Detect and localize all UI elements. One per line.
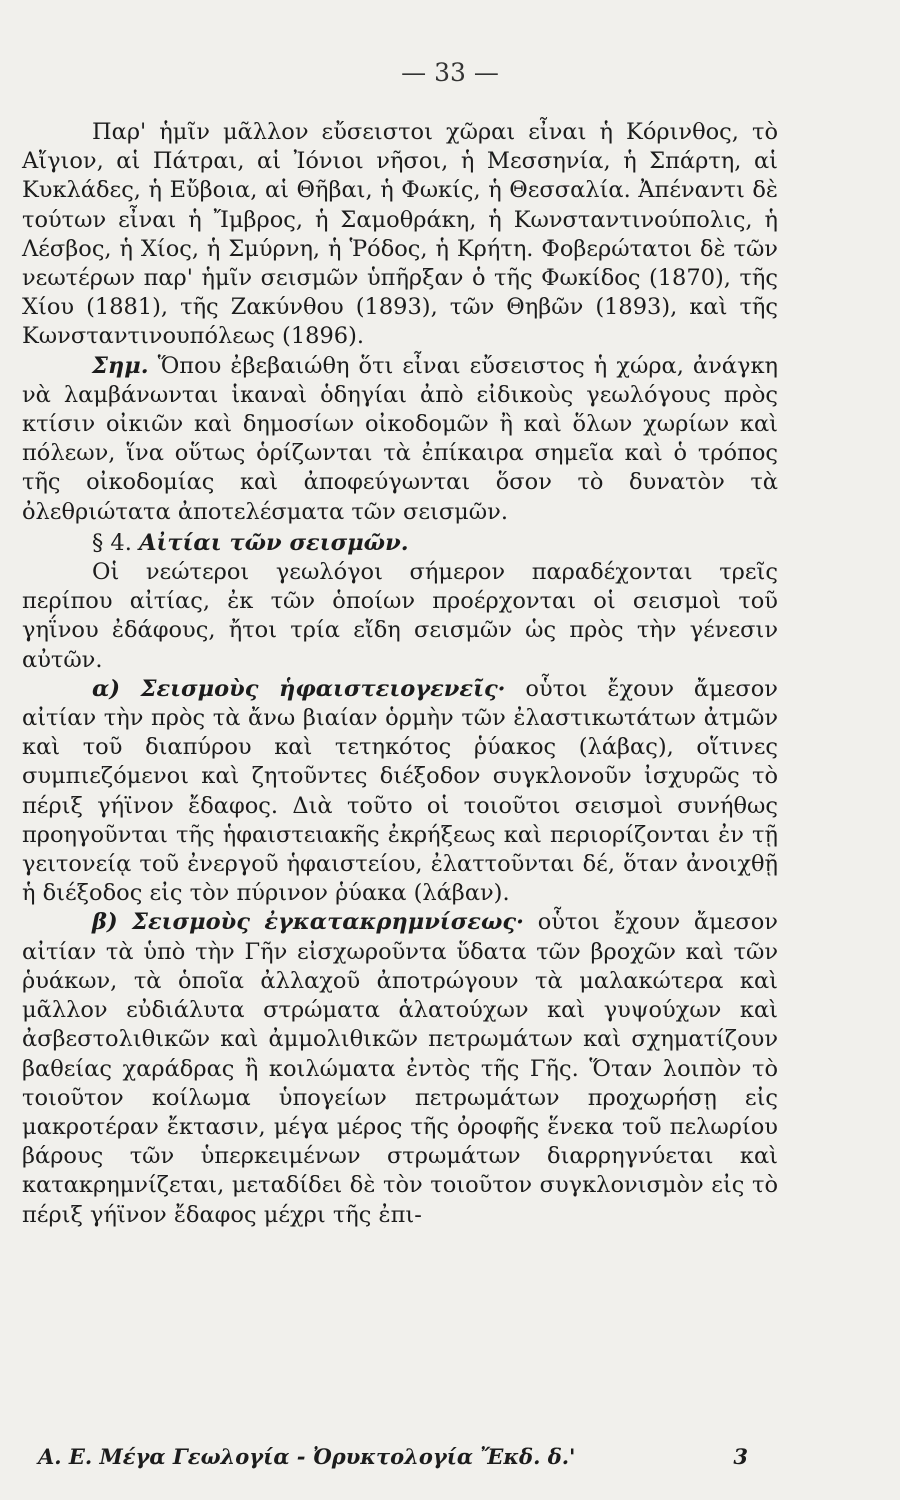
paragraph-seismic-regions: Παρ' ἡμῖν μᾶλλον εὔσειστοι χῶραι εἶναι ἡ Κόρινθος, τὸ Αἴγιον, αἱ Πάτραι, αἱ Ἰόνιοι νῆσοι, ἡ Μεσσηνία, ἡ Σπάρτη, αἱ Κυκλάδες, ἡ Εὔβοια, αἱ Θῆβαι, ἡ Φωκίς, ἡ Θεσσαλία. Ἀπέναντι δὲ τούτων εἶναι ἡ Ἴμβρος, ἡ Σαμοθράκη, ἡ Κωνσταντινούπολις, ἡ Λέσβος, ἡ Χίος, ἡ Σμύρνη, ἡ Ῥόδος, ἡ Κρήτη. Φοβερώτατοι δὲ τῶν νεωτέρων παρ' ἡμῖν σεισμῶν ὑπῆρξαν ὁ τῆς Φωκίδος (1870), τῆς Χίου (1881), τῆς Ζακύνθου (1893), τῶν Θηβῶν (1893), καὶ τῆς Κωνσταντινουπόλεως (1896). (22, 119, 778, 350)
volcanic-label: α) Σεισμοὺς ἡφαιστειογενεῖς· (92, 675, 506, 702)
volcanic-text: οὗτοι ἔχουν ἄμεσον αἰτίαν τὴν πρὸς τὰ ἄνω βιαίαν ὁρμὴν τῶν ἐλαστικωτάτων ἀτμῶν καὶ τοῦ διαπύρου καὶ τετηκότος ῥύακος (λάβας), οἵτινες συμπιεζόμενοι καὶ ζητοῦντες διέξοδον συγκλονοῦν ἰσχυρῶς τὸ πέριξ γήϊνον ἔδαφος. Διὰ τοῦτο οἱ τοιοῦτοι σεισμοὶ συνήθως προηγοῦνται τῆς ἡφαιστειακῆς ἐκρήξεως καὶ περιορίζονται ἐν τῇ γειτονείᾳ τοῦ ἐνεργοῦ ἡφαιστείου, ἐλαττοῦνται δέ, ὅταν ἀνοιχθῇ ἡ διέξοδος εἰς τὸν πύρινον ῥύακα (λάβαν). (22, 675, 778, 907)
section-number: § 4. (92, 529, 132, 556)
paragraph-volcanic (22, 675, 778, 909)
note-text: Ὅπου ἐβεβαιώθη ὅτι εἶναι εὔσειστος ἡ χώρα, ἀνάγκη νὰ λαμβάνωνται ἱκαναὶ ὁδηγίαι ἀπὸ εἰδικοὺς γεωλόγους πρὸς κτίσιν οἰκιῶν καὶ δημοσίων οἰκοδομῶν ἢ καὶ ὅλων χωρίων καὶ πόλεων, ἵνα οὕτως ὁρίζωνται τὰ ἐπίκαιρα σημεῖα καὶ ὁ τρόπος τῆς οἰκοδομίας καὶ ἀποφεύγωνται ὅσον τὸ δυνατὸν τὰ ὀλεθριώτατα ἀποτελέσματα τῶν σεισμῶν. (22, 352, 778, 525)
page-number: — 33 — (401, 58, 499, 87)
footer-book-title: Α. Ε. Μέγα Γεωλογία - Ὀρυκτολογία Ἔκδ. δ.' (38, 1444, 576, 1469)
paragraph-note (22, 352, 778, 527)
collapse-text: οὗτοι ἔχουν ἄμεσον αἰτίαν τὰ ὑπὸ τὴν Γῆν εἰσχωροῦντα ὕδατα τῶν βροχῶν καὶ τῶν ῥυάκων, τὰ ὁποῖα ἀλλαχοῦ ἀποτρώγουν τὰ μαλακώτερα καὶ μᾶλλον εὐδιάλυτα στρώματα ἁλατούχων καὶ γυψούχων καὶ ἀσβεστολιθικῶν καὶ ἀμμολιθικῶν πετρωμάτων καὶ σχηματίζουν βαθείας χαράδρας ἢ κοιλώματα ἐντὸς τῆς Γῆς. Ὅταν λοιπὸν τὸ τοιοῦτον κοίλωμα ὑπογείων πετρωμάτων προχωρήσῃ εἰς μακροτέραν ἔκτασιν, μέγα μέρος τῆς ὀροφῆς ἕνεκα τοῦ πελωρίου βάρους τῶν ὑπερκειμένων στρωμάτων διαρρηγνύεται καὶ κατακρημνίζεται, μεταδίδει δὲ τὸν τοιοῦτον συγκλονισμὸν εἰς τὸ πέριξ γήϊνον ἔδαφος μέχρι τῆς ἐπι- (22, 909, 778, 1228)
section-title: Αἰτίαι τῶν σεισμῶν. (139, 529, 409, 556)
body-text (22, 118, 778, 1230)
paragraph-collapse (22, 908, 778, 1229)
page-footer (38, 1444, 748, 1469)
collapse-label: β) Σεισμοὺς ἐγκατακρημνίσεως· (92, 909, 524, 936)
footer-signature-number: 3 (733, 1444, 748, 1469)
section-heading (22, 529, 778, 558)
note-label: Σημ. (92, 352, 149, 379)
paragraph-causes-intro: Οἱ νεώτεροι γεωλόγοι σήμερον παραδέχονται τρεῖς περίπου αἰτίας, ἐκ τῶν ὁποίων προέρχονται οἱ σεισμοὶ τοῦ γηΐνου ἐδάφους, ἤτοι τρία εἴδη σεισμῶν ὡς πρὸς τὴν γένεσιν αὐτῶν. (22, 559, 778, 673)
